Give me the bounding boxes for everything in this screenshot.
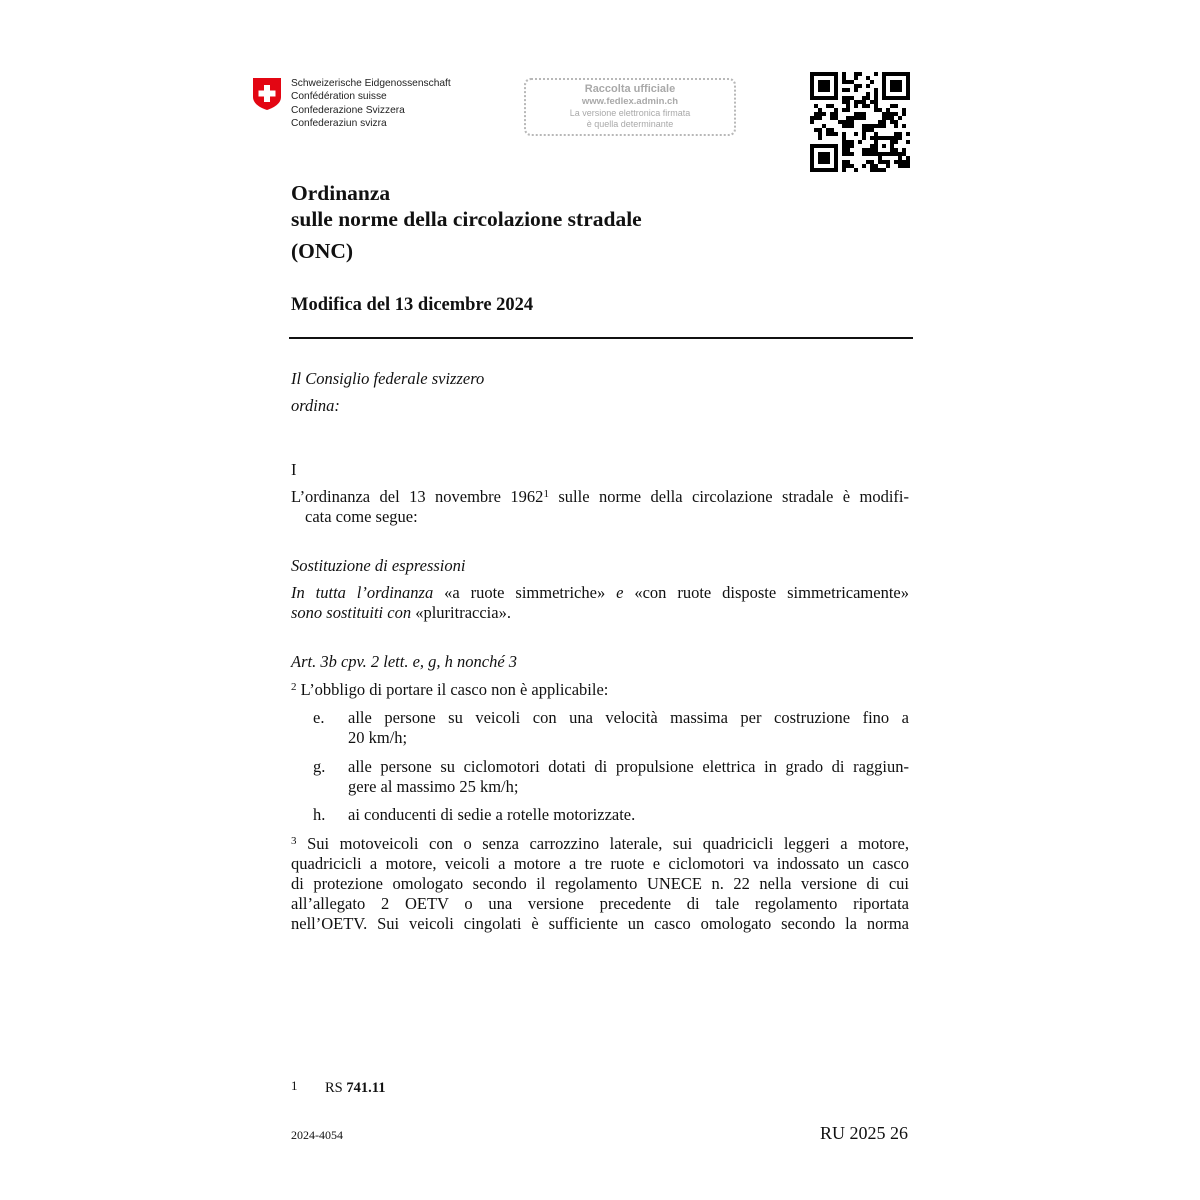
para3-line5: nell’OETV. Sui veicoli cingolati è sufficiente un casco omologato secondo la norma: [291, 914, 909, 933]
replacement-line2: [291, 603, 511, 623]
list-item-letter-e: e.: [313, 708, 325, 727]
list-item-letter-g: g.: [313, 757, 326, 776]
list-item-g-line2: gere al massimo 25 km/h;: [348, 777, 519, 796]
qr-code-icon: [810, 72, 910, 172]
article-para2: [291, 680, 608, 700]
ordinance-title: [291, 180, 642, 264]
confederation-name-rm: Confederaziun svizra: [291, 118, 387, 130]
footnote-reference: 741.11: [346, 1080, 386, 1096]
footnote-number: 1: [291, 1078, 298, 1093]
replacement-heading: Sostituzione di espressioni: [291, 556, 466, 575]
list-item-h-line1: ai conducenti di sedie a rotelle motorizzate.: [348, 805, 636, 824]
footnote-ref: 1: [543, 488, 549, 500]
para2-text: L’obbligo di portare il casco non è applicabile:: [296, 680, 609, 699]
para3-line4: all’allegato 2 OETV o una versione precedente di tale regolamento riportata: [291, 894, 909, 913]
title-line2: sulle norme della circolazione stradale: [291, 207, 642, 231]
title-line1: Ordinanza: [291, 181, 391, 205]
para3-line2: quadricicli a motore, veicoli a motore a tre ruote e ciclomotori va indossato un casco: [291, 854, 909, 873]
footnote-text: [325, 1080, 385, 1097]
preamble-line1: Il Consiglio federale svizzero: [291, 369, 485, 388]
confederation-name-it: Confederazione Svizzera: [291, 104, 405, 116]
stamp-note-line2: è quella determinante: [586, 119, 674, 129]
intro-text: L’ordinanza del 13 novembre 1962: [291, 487, 544, 506]
title-divider: [289, 337, 913, 339]
replacement-phrase3: sono sostituiti con: [291, 603, 412, 622]
replacement-quote3: «pluritraccia».: [411, 603, 511, 622]
list-item-e-line1: alle persone su veicoli con una velocità massima per costruzione fino a: [348, 708, 909, 727]
replacement-phrase2: e: [616, 583, 624, 602]
confederation-names: [291, 77, 451, 131]
footnote-prefix: RS: [325, 1080, 347, 1096]
replacement-quote2: «con ruote disposte simmetricamente»: [623, 583, 909, 602]
official-collection-stamp: [524, 78, 736, 136]
swiss-flag-icon: [253, 78, 281, 110]
section-numeral: I: [291, 460, 297, 479]
list-item-letter-h: h.: [313, 805, 326, 824]
article-heading: Art. 3b cpv. 2 lett. e, g, h nonché 3: [291, 652, 518, 671]
intro-text-continued: sulle norme della circolazione stradale è modifi-: [548, 487, 909, 506]
stamp-title: Raccolta ufficiale: [584, 83, 676, 95]
publication-reference: RU 2025 26: [820, 1123, 909, 1143]
document-number: 2024-4054: [291, 1128, 343, 1142]
replacement-quote1: «a ruote simmetriche»: [433, 583, 617, 602]
section-intro-line1: [291, 487, 909, 507]
list-item-g-line1: alle persone su ciclomotori dotati di propulsione elettrica in grado di raggiun-: [348, 757, 909, 776]
para2-number: 2: [291, 681, 297, 693]
para3-line1: [291, 834, 909, 854]
list-item-e-line2: 20 km/h;: [348, 728, 408, 747]
stamp-url: www.fedlex.admin.ch: [581, 96, 679, 107]
para3-number: 3: [291, 835, 297, 847]
confederation-name-de: Schweizerische Eidgenossenschaft: [291, 78, 451, 89]
confederation-name-fr: Confédération suisse: [291, 91, 387, 103]
stamp-note-line1: La versione elettronica firmata: [569, 108, 691, 118]
para3-line3: di protezione omologato secondo il regolamento UNECE n. 22 nella versione di cui: [291, 874, 909, 893]
replacement-phrase1: In tutta l’ordinanza: [291, 583, 434, 602]
replacement-line1: [291, 583, 909, 603]
para3-line1-text: Sui motoveicoli con o senza carrozzino laterale, sui quadricicli leggeri a motore,: [296, 834, 909, 853]
modification-date: Modifica del 13 dicembre 2024: [291, 295, 534, 315]
preamble-line2: ordina:: [291, 396, 340, 415]
title-abbreviation: (ONC): [291, 239, 354, 263]
section-intro-line2: cata come segue:: [305, 507, 418, 526]
